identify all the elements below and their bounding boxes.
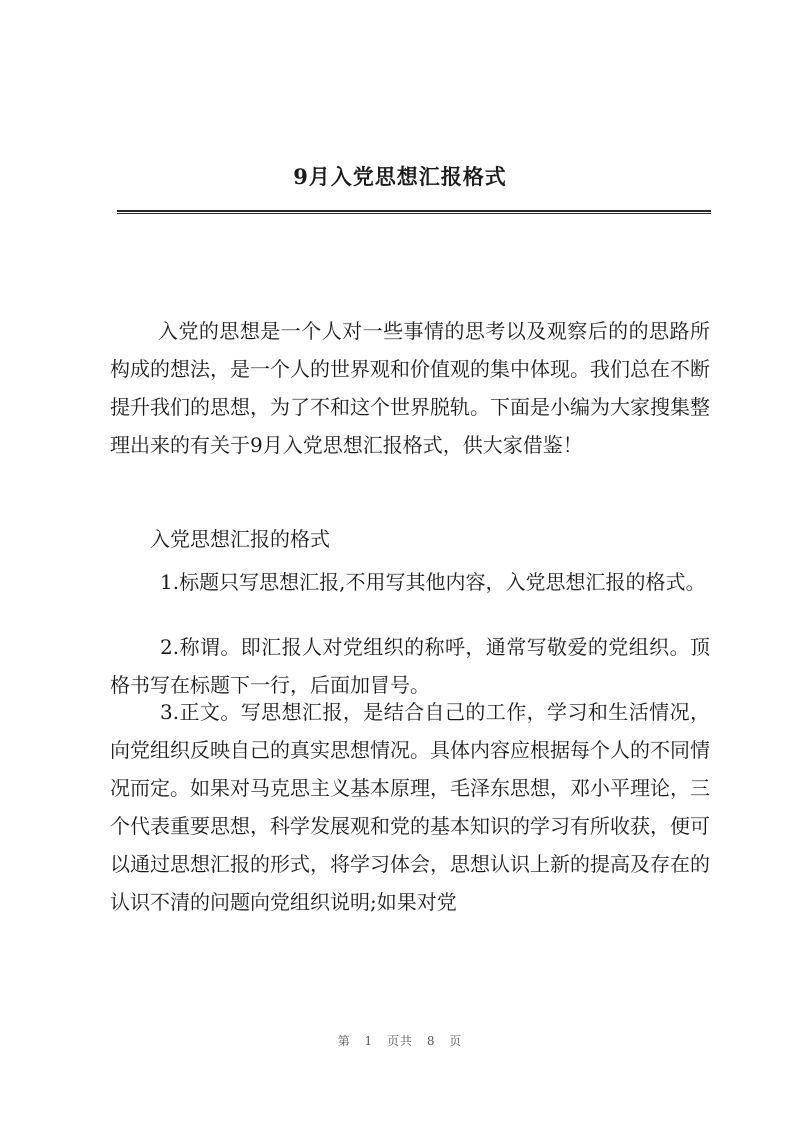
section-heading: 入党思想汇报的格式 [150,527,330,551]
page-title: 9月入党思想汇报格式 [293,164,507,189]
list-item-body: 3.正文。写思想汇报，是结合自己的工作，学习和生活情况，向党组织反映自己的真实思想情况。具体内容应根据每个人的不同情况而定。如果对马克思主义基本原理，毛泽东思想，邓小平理论，三个代表重要思想，科学发展观和党的基本知识的学习有所收获，便可以通过思想汇报的形式，将学习体会，思想认识上新的提高及存在的认识不清的问题向党组织说明;如果对党 [110,700,710,914]
list-item-salutation: 2.称谓。即汇报人对党组织的称呼，通常写敬爱的党组织。顶格书写在标题下一行，后面加冒号。 [110,635,710,697]
page-number-footer: 第 1 页共 8 页 [337,1034,463,1048]
list-item-title: 1.标题只写思想汇报,不用写其他内容，入党思想汇报的格式。 [160,570,706,594]
title-divider [117,210,711,214]
intro-paragraph: 入党的思想是一个人对一些事情的思考以及观察后的的思路所构成的想法，是一个人的世界观和价值观的集中体现。我们总在不断提升我们的思想，为了不和这个世界脱轨。下面是小编为大家搜集整理出来的有关于9月入党思想汇报格式，供大家借鉴！ [110,319,710,457]
